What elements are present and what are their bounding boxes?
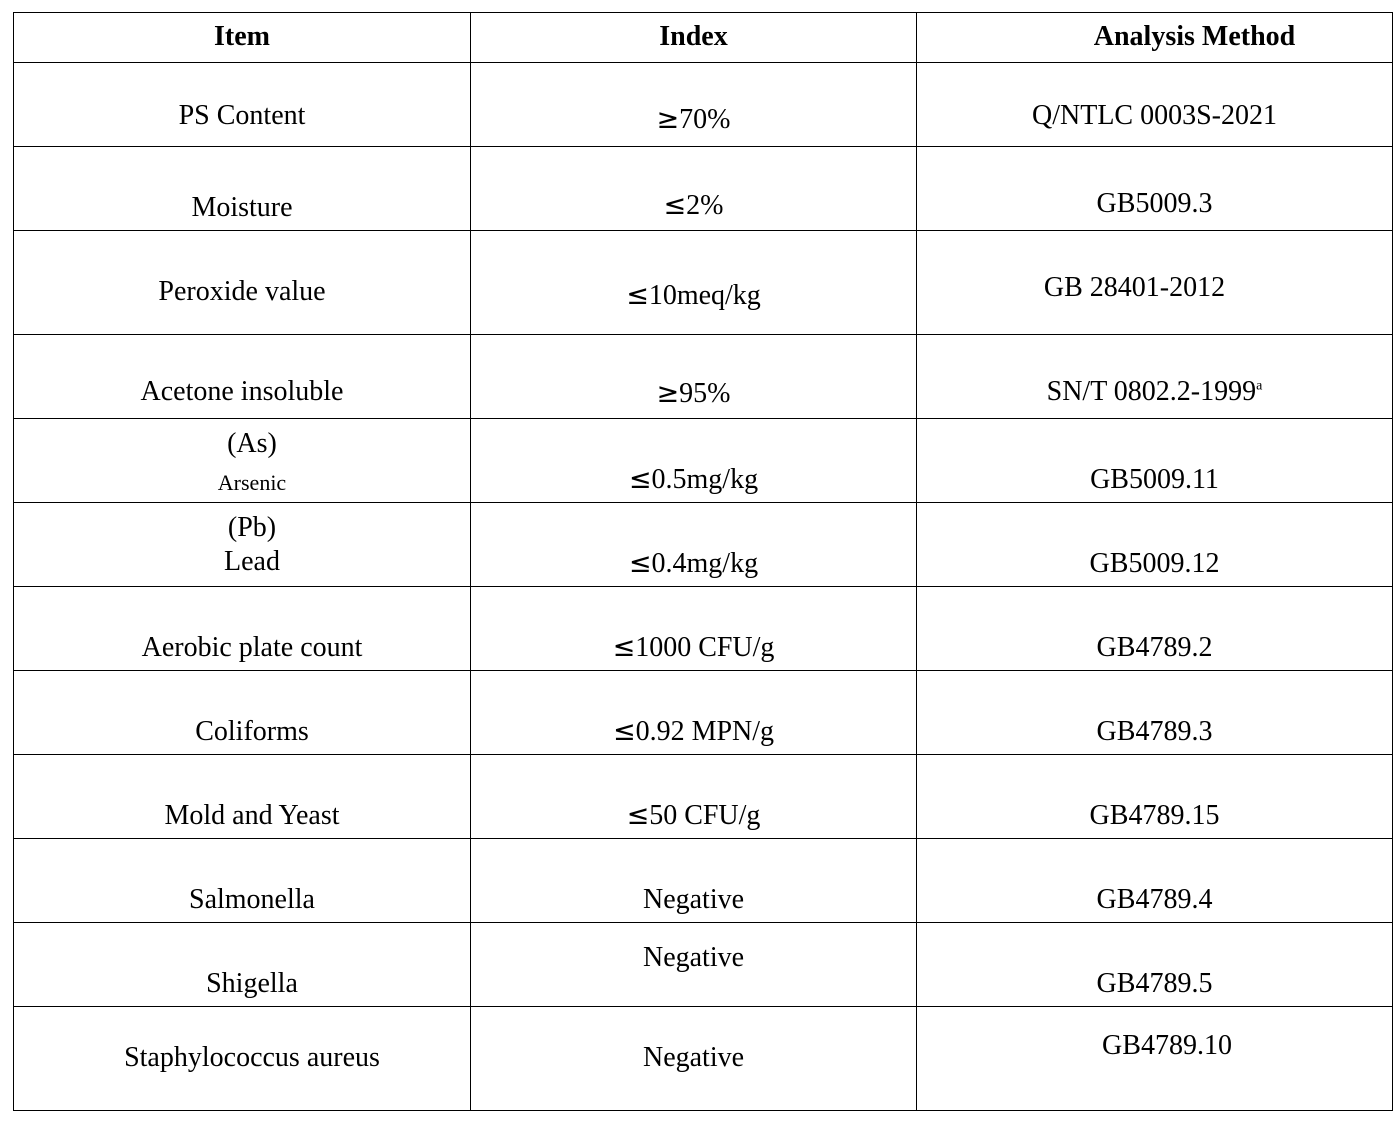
- table-row: [14, 503, 1393, 587]
- table-row: [14, 335, 1393, 419]
- item-cell: [14, 839, 471, 923]
- table-row: [14, 755, 1393, 839]
- item-name: Lead: [224, 546, 280, 577]
- less-equal-symbol: ≤: [626, 800, 650, 831]
- method-cell: [917, 147, 1393, 231]
- index-value: ≤0.92 MPN/g: [612, 716, 775, 747]
- method-value: Q/NTLC 0003S-2021: [1032, 100, 1277, 131]
- index-value: ≤0.5mg/kg: [628, 464, 759, 495]
- item-name: Mold and Yeast: [164, 800, 340, 831]
- method-value: GB4789.3: [1096, 716, 1213, 747]
- method-cell: [917, 419, 1393, 503]
- item-name: Staphylococcus aureus: [124, 1042, 380, 1073]
- less-equal-symbol: ≤: [628, 548, 652, 579]
- item-cell: [14, 587, 471, 671]
- method-cell: [917, 923, 1393, 1007]
- method-cell: [917, 755, 1393, 839]
- method-cell: [917, 839, 1393, 923]
- index-cell: [471, 923, 917, 1007]
- less-equal-symbol: ≤: [663, 190, 687, 221]
- method-value: GB5009.11: [1090, 464, 1219, 495]
- item-name: Coliforms: [195, 716, 309, 747]
- item-cell: [14, 755, 471, 839]
- less-equal-symbol: ≤: [612, 716, 636, 747]
- item-symbol: (As): [227, 428, 277, 459]
- item-cell: [14, 1007, 471, 1111]
- index-value: ≤0.4mg/kg: [628, 548, 759, 579]
- index-value: Negative: [642, 1042, 745, 1073]
- index-cell: [471, 335, 917, 419]
- index-cell: [471, 419, 917, 503]
- method-value: GB4789.2: [1096, 632, 1213, 663]
- index-cell: [471, 231, 917, 335]
- index-cell: [471, 1007, 917, 1111]
- method-value: GB5009.3: [1096, 188, 1213, 219]
- item-name: Shigella: [206, 968, 298, 999]
- table-row: [14, 1007, 1393, 1111]
- index-value: ≤10meq/kg: [626, 280, 761, 311]
- index-cell: [471, 755, 917, 839]
- item-cell: [14, 923, 471, 1007]
- index-value: ≤1000 CFU/g: [612, 632, 775, 663]
- table-row: [14, 923, 1393, 1007]
- table-row: [14, 671, 1393, 755]
- index-value: Negative: [642, 942, 745, 973]
- table-row: [14, 147, 1393, 231]
- item-cell: [14, 503, 471, 587]
- index-cell: [471, 63, 917, 147]
- index-value: ≤2%: [663, 190, 724, 221]
- index-cell: [471, 671, 917, 755]
- method-cell: [917, 671, 1393, 755]
- table-row: [14, 63, 1393, 147]
- item-symbol: (Pb): [227, 512, 277, 543]
- index-value: ≤50 CFU/g: [626, 800, 761, 831]
- method-value: GB5009.12: [1089, 548, 1220, 579]
- index-cell: [471, 839, 917, 923]
- item-name: Salmonella: [189, 884, 315, 915]
- index-cell: [471, 503, 917, 587]
- table-row: [14, 231, 1393, 335]
- item-cell: [14, 419, 471, 503]
- index-value: Negative: [642, 884, 745, 915]
- header-row: [14, 13, 1393, 63]
- less-equal-symbol: ≤: [626, 280, 649, 311]
- item-name: Moisture: [191, 192, 293, 223]
- item-cell: [14, 231, 471, 335]
- header-item: Item: [14, 13, 471, 63]
- item-name: Peroxide value: [158, 276, 326, 307]
- item-cell: [14, 63, 471, 147]
- method-value: GB4789.5: [1096, 968, 1213, 999]
- header-analysis-method: Analysis Method: [917, 13, 1393, 63]
- greater-equal-symbol: ≥: [656, 104, 680, 135]
- item-cell: [14, 335, 471, 419]
- less-equal-symbol: ≤: [612, 632, 636, 663]
- method-value: GB4789.15: [1089, 800, 1220, 831]
- method-value: GB 28401-2012: [1043, 272, 1226, 303]
- item-name: Arsenic: [217, 470, 287, 495]
- method-cell: [917, 503, 1393, 587]
- method-value: SN/T 0802.2-1999$^a$: [1046, 376, 1263, 407]
- method-value: GB4789.4: [1096, 884, 1213, 915]
- method-value: GB4789.10: [1102, 1030, 1232, 1061]
- header-index: Index: [471, 13, 917, 63]
- index-value: ≥95%: [656, 378, 731, 409]
- index-value: ≥70%: [656, 104, 731, 135]
- item-cell: [14, 671, 471, 755]
- greater-equal-symbol: ≥: [656, 378, 680, 409]
- specification-table: [13, 12, 1393, 1111]
- method-cell: [917, 231, 1393, 335]
- item-name: Acetone insoluble: [140, 376, 344, 407]
- footnote-marker: a: [1256, 378, 1263, 394]
- item-cell: [14, 147, 471, 231]
- less-equal-symbol: ≤: [628, 464, 652, 495]
- index-cell: [471, 587, 917, 671]
- method-cell: [917, 63, 1393, 147]
- method-cell: [917, 587, 1393, 671]
- item-name: PS Content: [178, 100, 306, 131]
- index-cell: [471, 147, 917, 231]
- table-row: [14, 419, 1393, 503]
- item-name: Aerobic plate count: [141, 632, 363, 663]
- method-cell: [917, 335, 1393, 419]
- table-row: [14, 587, 1393, 671]
- method-cell: [917, 1007, 1393, 1111]
- table-row: [14, 839, 1393, 923]
